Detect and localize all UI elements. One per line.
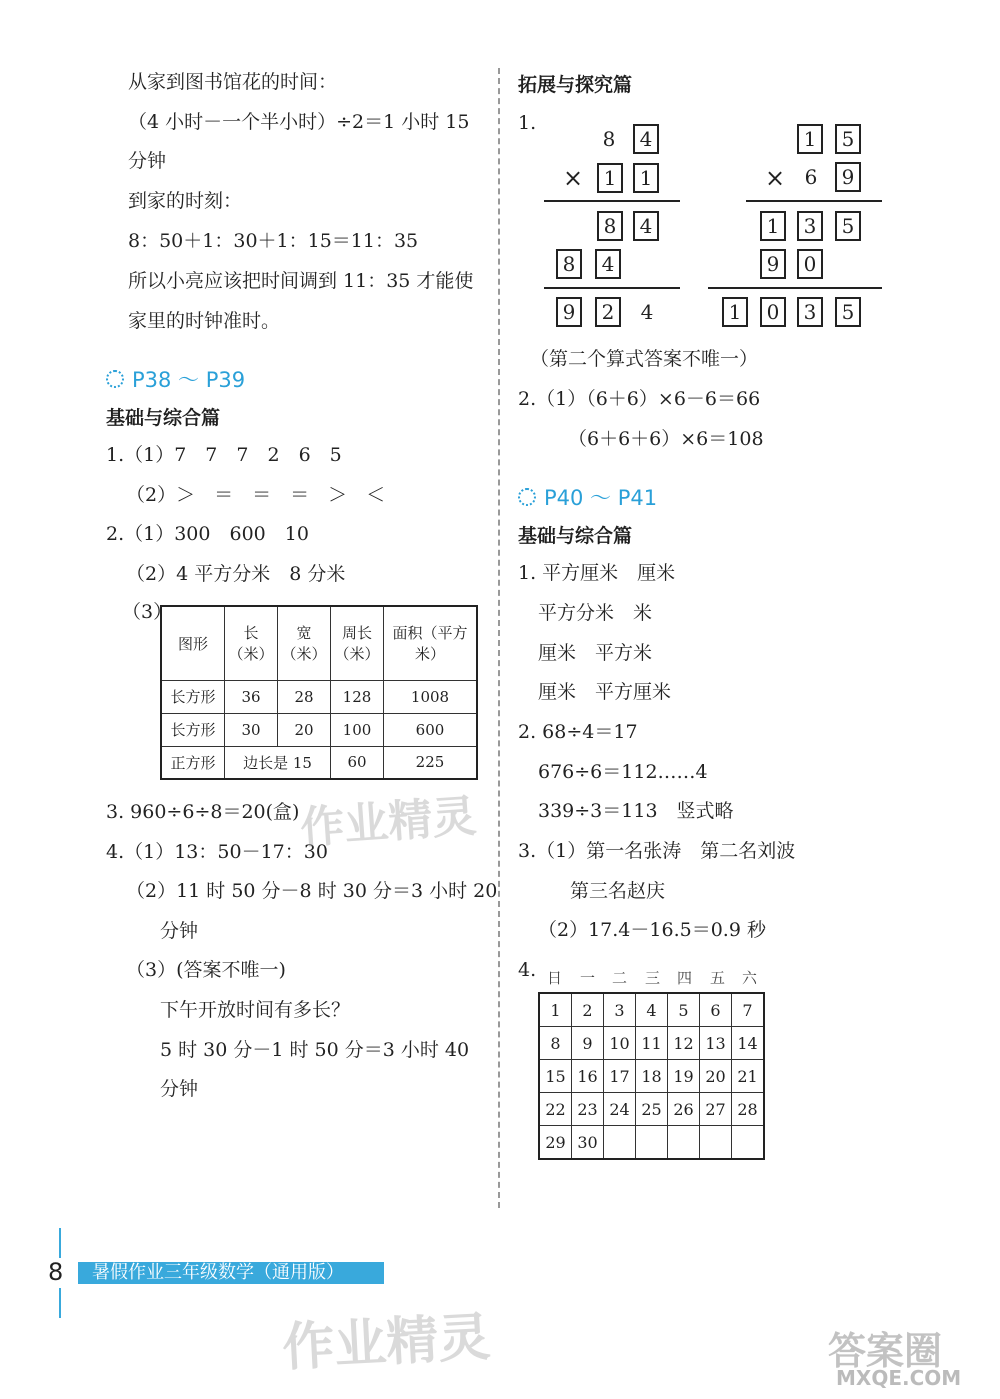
- answer-line: 平方分米 米: [538, 602, 653, 624]
- calendar-day: 23: [572, 1093, 604, 1126]
- weekday-label: 二: [612, 969, 628, 987]
- answer-line: （2）4 平方分米 8 分米: [126, 563, 346, 585]
- calendar-day: 25: [636, 1093, 668, 1126]
- answer-label: （3）: [122, 601, 173, 623]
- answer-line: 厘米 平方米: [538, 642, 653, 664]
- shape-table: [160, 605, 478, 780]
- section-heading: 基础与综合篇: [518, 525, 633, 547]
- answer-line: （2）11 时 50 分－8 时 30 分＝3 小时 20: [126, 880, 498, 902]
- calendar-day: 2: [572, 993, 604, 1027]
- table-header: 长（米）: [225, 606, 278, 680]
- calendar-day: 7: [732, 993, 765, 1027]
- multiply-sign: ×: [764, 164, 786, 192]
- watermark-url: MXQE.COM: [836, 1366, 962, 1390]
- calendar-day: 6: [700, 993, 732, 1027]
- calendar-day: 30: [572, 1126, 604, 1160]
- calendar-day: [604, 1126, 636, 1160]
- digit: 4: [640, 300, 654, 324]
- question-number: 1.: [518, 112, 537, 134]
- answer-line: （3）(答案不唯一): [126, 959, 286, 981]
- answer-box: 0: [760, 297, 786, 327]
- answer-line: 3. 960÷6÷8＝20(盒): [106, 801, 300, 823]
- table-cell: 边长是 15: [225, 746, 331, 779]
- weekday-label: 日: [547, 969, 563, 987]
- page-range-heading: [106, 364, 245, 394]
- answer-line: 2.（1）300 600 10: [106, 523, 309, 545]
- calendar-day: 20: [700, 1060, 732, 1093]
- answer-line: 676÷6＝112……4: [538, 761, 708, 783]
- text-line: 8：50＋1：30＋1：15＝11：35: [128, 230, 419, 252]
- page-range-heading: [518, 482, 657, 512]
- answer-line: （2）＞ ＝ ＝ ＝ ＞ ＜: [126, 484, 386, 506]
- calendar-day: [636, 1126, 668, 1160]
- answer-line: 339÷3＝113 竖式略: [538, 800, 734, 822]
- calc-rule: [746, 200, 882, 202]
- footer-title: 暑假作业三年级数学（通用版）: [78, 1262, 384, 1284]
- calendar-day: 9: [572, 1027, 604, 1060]
- answer-box: 1: [797, 124, 823, 154]
- answer-box: 5: [835, 124, 861, 154]
- answer-box: 1: [722, 297, 748, 327]
- answer-box: 2: [595, 297, 621, 327]
- table-cell: 20: [278, 713, 331, 746]
- table-cell: 28: [278, 680, 331, 713]
- text-line: 到家的时刻：: [128, 190, 243, 212]
- calendar-day: [732, 1126, 765, 1160]
- calendar-day: 12: [668, 1027, 700, 1060]
- answer-box: 0: [797, 249, 823, 279]
- calendar-day: 27: [700, 1093, 732, 1126]
- page-marker: [59, 1228, 61, 1258]
- answer-box: 1: [597, 163, 623, 193]
- calendar-day: 17: [604, 1060, 636, 1093]
- circle-icon: [518, 488, 536, 506]
- question-number: 4.: [518, 959, 537, 981]
- table-cell: 长方形: [161, 713, 225, 746]
- weekday-label: 四: [677, 969, 693, 987]
- answer-box: 9: [835, 162, 861, 192]
- text-line: 分钟: [128, 150, 167, 172]
- table-cell: 36: [225, 680, 278, 713]
- calendar-day: 18: [636, 1060, 668, 1093]
- calc-rule: [544, 200, 680, 202]
- answer-line: 1.（1）7 7 7 2 6 5: [106, 444, 342, 466]
- answer-box: 4: [595, 249, 621, 279]
- answer-box: 4: [633, 211, 659, 241]
- answer-box: 9: [556, 297, 582, 327]
- answer-line: 3.（1）第一名张涛 第二名刘波: [518, 840, 796, 862]
- answer-note: （第二个算式答案不唯一）: [530, 348, 759, 370]
- table-cell: 225: [384, 746, 478, 779]
- watermark: 作业精灵: [298, 790, 478, 855]
- table-cell: 100: [331, 713, 384, 746]
- answer-line: 厘米 平方厘米: [538, 681, 672, 703]
- answer-line: 分钟: [160, 1078, 199, 1100]
- answer-box: 1: [633, 163, 659, 193]
- section-heading: 拓展与探究篇: [518, 74, 633, 96]
- text-line: （4 小时－一个半小时）÷2＝1 小时 15: [128, 111, 470, 133]
- calendar-day: 3: [604, 993, 636, 1027]
- answer-box: 3: [797, 297, 823, 327]
- calendar-day: 8: [539, 1027, 572, 1060]
- answer-box: 3: [797, 211, 823, 241]
- text-line: 家里的时钟准时。: [128, 310, 281, 332]
- answer-box: 5: [835, 297, 861, 327]
- circle-icon: [106, 370, 124, 388]
- calendar-day: 13: [700, 1027, 732, 1060]
- digit: 6: [804, 165, 818, 189]
- calendar-grid: [538, 992, 765, 1160]
- section-heading: 基础与综合篇: [106, 407, 221, 429]
- weekday-label: 三: [645, 969, 661, 987]
- calendar-day: 14: [732, 1027, 765, 1060]
- page-range-label: P40 ～ P41: [544, 486, 658, 510]
- calendar-day: 28: [732, 1093, 765, 1126]
- answer-line: 4.（1）13：50－17：30: [106, 841, 328, 863]
- answer-line: （2）17.4－16.5＝0.9 秒: [538, 919, 766, 941]
- page-number: 8: [48, 1258, 64, 1286]
- page-marker: [59, 1288, 61, 1318]
- text-line: 所以小亮应该把时间调到 11：35 才能使: [128, 270, 474, 292]
- table-cell: 128: [331, 680, 384, 713]
- calendar-day: 29: [539, 1126, 572, 1160]
- calendar-day: 5: [668, 993, 700, 1027]
- answer-box: 9: [760, 249, 786, 279]
- calendar-day: [700, 1126, 732, 1160]
- calendar-day: 16: [572, 1060, 604, 1093]
- weekday-label: 五: [710, 969, 726, 987]
- table-header: 图形: [161, 606, 225, 680]
- answer-box: 5: [835, 211, 861, 241]
- answer-box: 8: [597, 211, 623, 241]
- table-cell: 1008: [384, 680, 478, 713]
- page-range-label: P38 ～ P39: [132, 368, 246, 392]
- calc-rule: [544, 287, 680, 289]
- calc-rule: [708, 287, 882, 289]
- answer-box: 8: [556, 249, 582, 279]
- table-cell: 600: [384, 713, 478, 746]
- table-cell: 正方形: [161, 746, 225, 779]
- text-line: 从家到图书馆花的时间：: [128, 71, 338, 93]
- calendar-day: 11: [636, 1027, 668, 1060]
- calendar-day: 10: [604, 1027, 636, 1060]
- calendar-day: 15: [539, 1060, 572, 1093]
- table-header: 面积（平方米）: [384, 606, 478, 680]
- answer-line: 下午开放时间有多长？: [160, 999, 351, 1021]
- table-cell: 长方形: [161, 680, 225, 713]
- answer-box: 1: [760, 211, 786, 241]
- answer-line: 1. 平方厘米 厘米: [518, 562, 676, 584]
- table-cell: 30: [225, 713, 278, 746]
- answer-line: 第三名赵庆: [570, 880, 666, 902]
- table-header: 宽（米）: [278, 606, 331, 680]
- digit: 8: [602, 127, 616, 151]
- answer-line: 2.（1）（6＋6）×6－6＝66: [518, 388, 761, 410]
- answer-line: （6＋6＋6）×6＝108: [568, 428, 764, 450]
- calendar-day: 24: [604, 1093, 636, 1126]
- calendar-day: [668, 1126, 700, 1160]
- weekday-label: 一: [580, 969, 596, 987]
- calendar-day: 22: [539, 1093, 572, 1126]
- calendar-day: 26: [668, 1093, 700, 1126]
- calendar-day: 1: [539, 993, 572, 1027]
- watermark-logo: 答案圈: [828, 1329, 943, 1373]
- table-header: 周长（米）: [331, 606, 384, 680]
- answer-box: 4: [633, 124, 659, 154]
- watermark: 作业精灵: [280, 1307, 492, 1379]
- table-cell: 60: [331, 746, 384, 779]
- calendar-day: 21: [732, 1060, 765, 1093]
- calendar-day: 19: [668, 1060, 700, 1093]
- column-divider: [498, 68, 500, 1208]
- answer-line: 5 时 30 分－1 时 50 分＝3 小时 40: [160, 1039, 470, 1061]
- multiply-sign: ×: [562, 164, 584, 192]
- answer-line: 分钟: [160, 920, 199, 942]
- calendar-day: 4: [636, 993, 668, 1027]
- answer-line: 2. 68÷4＝17: [518, 721, 638, 743]
- weekday-label: 六: [742, 969, 758, 987]
